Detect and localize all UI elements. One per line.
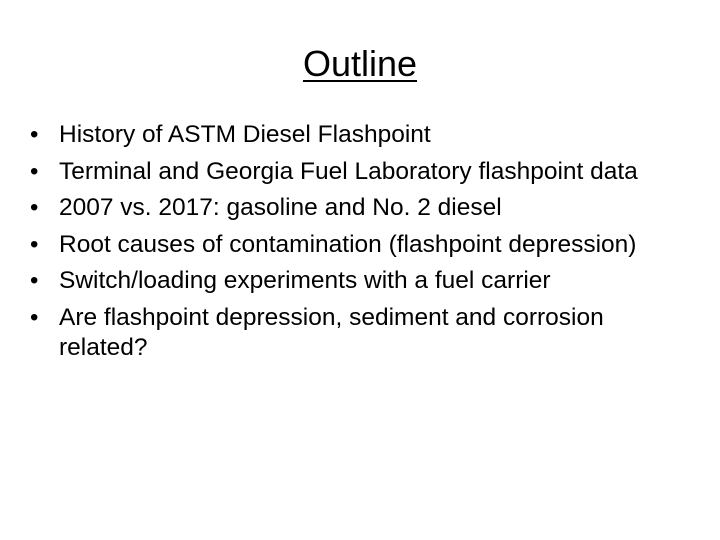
bullet-item-2007-vs-2017	[30, 193, 680, 223]
bullet-text: Are flashpoint depression, sediment and corrosion related?	[59, 303, 604, 361]
bullet-text: Terminal and Georgia Fuel Laboratory flashpoint data	[59, 157, 638, 185]
slide-title: Outline	[302, 43, 418, 84]
bullet-text: Root causes of contamination (flashpoint depression)	[59, 230, 637, 258]
bullet-item-switch-loading	[30, 266, 680, 296]
bullet-text: 2007 vs. 2017: gasoline and No. 2 diesel	[59, 194, 502, 221]
bullet-icon: •	[30, 267, 39, 294]
bullet-icon: •	[30, 194, 39, 221]
bullet-item-root-causes	[30, 230, 680, 260]
bullet-text: Switch/loading experiments with a fuel carrier	[59, 267, 551, 294]
bullet-list	[30, 120, 680, 369]
bullet-icon: •	[30, 121, 39, 148]
bullet-item-related-question	[30, 303, 680, 363]
bullet-icon: •	[30, 303, 39, 331]
bullet-icon: •	[30, 230, 39, 258]
bullet-item-terminal-data	[30, 157, 680, 187]
bullet-icon: •	[30, 157, 39, 185]
bullet-item-history	[30, 120, 680, 150]
bullet-text: History of ASTM Diesel Flashpoint	[59, 121, 431, 148]
